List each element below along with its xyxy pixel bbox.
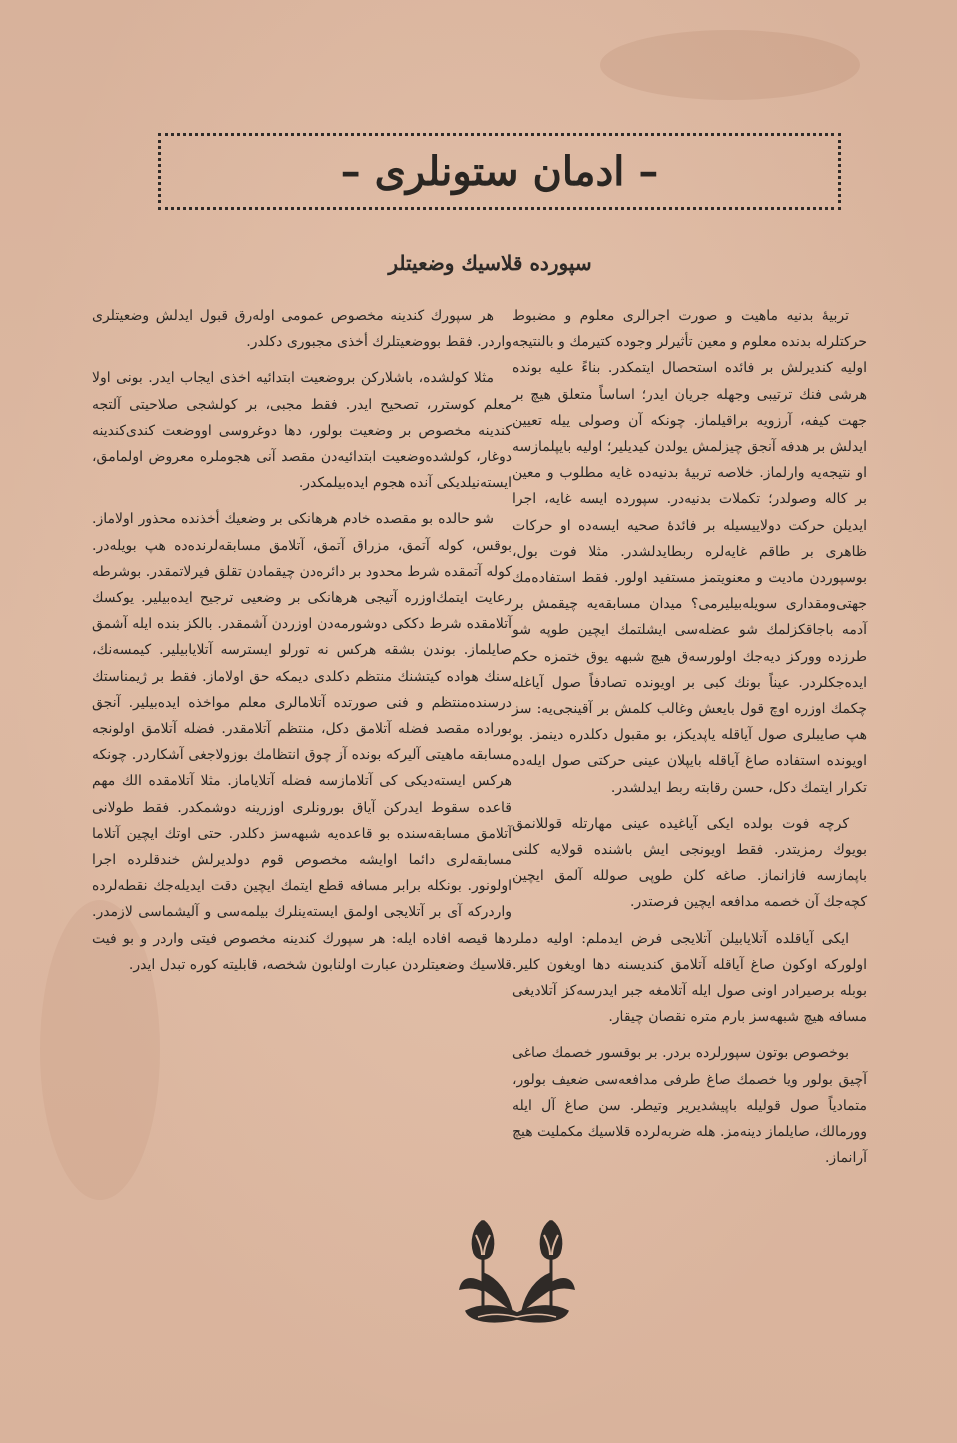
text-column-right xyxy=(512,303,867,1182)
tulip-ornament-icon xyxy=(452,1213,582,1328)
paragraph: کرچه فوت بولده ایکی آیاغیده عینی مهارتله قوللانمق بویوك رمزیتدر. فقط اویونجی ایش باشنده قولایه کلنی باپمازسه فازانماز. صاغه کلن طوپی صولله آلمق ایچین کچه‌جك آن خصمه مدافعه ایچین فرصتدر. xyxy=(512,815,867,911)
article-subtitle: سپورده قلاسیك وضعیتلر xyxy=(388,251,592,275)
paragraph: تربیهٔ بدنیه ماهیت و صورت اجرالری معلوم و مضبوط حرکتلرله بدنده معلوم و معین تأثیرلر وجوده کتیرمك و بالنتیجه اولیه کندیرلش بر فائده استحصال ایتمکدر. بناءً علیه بونده هرشی فنك ترتیبی وجهله جریان ایدر؛ اساساً متعلق هیچ بر جهت کیفه، آرزویه براقیلماز. چونکه آن وصولی ییله تعیین ایدلش بر هدفه آنجق چیزلمش یولدن کیدیلیر؛ اولیه بایپلمازسه او نتیجه‌یه وارلماز. خلاصه تربیهٔ بدنیه‌ده غایه مطلوب و معین بر کاله وصولدر؛ تکملات بدنیه‌در. سپورده ایسه غایه، اجرا ایدیلن حرکت دولاییسیله بر فائدهٔ صحیه ایسه‌ده او حرکات ظاهری بر طاقم غایه‌لره ربطایدلشدر. مثلا فوت بول، بوسپوردن مادیت و معنویتمز مستفید اولور. فقط استفاده‌مك جهتی‌ومقداری سویله‌بیلیرمی؟ میدان مسابقه‌یه چیقمش بر آدمه باجاقکزلمك شو عضله‌سی ایشلتمك ایچین طوپه شو طرزده وورکز دیه‌جك اولورسه‌ق هیچ شبهه یوق ختمزه حکم ایده‌جکلردر. عیناً بونك کبی بر اویونده تصادفاً صول آیاغله چکمك اوزره اوچ قول بایعش وغالب کلمش بر آقینجی‌یه: سز هپ صایبلری صول آیاقله یاپدیکز، بو مقبول دکلدره دینمز. بو اویونده استفاده صاغ آیاقله بایپلان عینی حرکتی صول ایله‌ده تکرار ایتمك دکل، حسن رقابته ربط ایدلشدر. xyxy=(512,308,867,796)
paragraph: بوخصوص بوتون سپورلرده بردر. بر بوقسور خصمك صاغی آچیق بولور ویا خصمك صاغ طرفی مدافعه‌سی ضعیف بولور، متمادیاً صول قولیله باپیشدیریر وتیطر. سن صاغ آل ایله وورمالك، صایلماز دینه‌مز. هله ضربه‌لرده قلاسیك مکملیت هیچ آرانماز. xyxy=(512,1045,867,1167)
header-frame xyxy=(158,133,841,210)
paragraph: مثلا کولشده، باشلارکن بروضعیت ابتدائیه اخذی ایجاب ایدر. بونی اولا معلم کوسترر، تصحیح ایدر. فقط مجبی، بر کولشجی صلاحیتی آلتجه کندینه مخصوص بر وضعیت بولور، دها دوغروسی اووضعت کندی‌کندینه دوغار، کولشده‌وضعیت ابتدائیه‌دن مقصد آنی هجوملره معروض اولمامق، ایسته‌نیلدیکی آنده هجوم ایده‌بیلمکدر. xyxy=(92,370,512,492)
paragraph: هر سپورك کندینه مخصوص عمومی اوله‌رق قبول ایدلش وضعیتلری واردر. فقط بووضعیتلرك أخذی مجبوری دکلدر. xyxy=(92,308,512,351)
paragraph: ایکی آیاقلده آتلایابیلن آتلایجی فرض ایدملم: اولیه دملر اولورکه اوکون صاغ آیاقله آتلامق کندیسنه دها اویغون کلیر. بوبله برصیرادر اونی صول ایله آتلامغه جبر ایدرسه‌کز آتلادیغی مسافه هیچ شبهه‌سز بارم متره نقصان چیقار. xyxy=(512,930,867,1026)
text-column-left xyxy=(92,303,512,988)
paper-stain xyxy=(600,30,860,100)
paragraph: شو حالده بو مقصده خادم هرهانکی بر وضعیك أخذنده محذور اولاماز. بوقس، کوله آتمق، مزراق آتمق، آتلامق مسابقه‌لرنده‌ده هپ بویله‌در. کوله آتمقده شرط محدود بر دائره‌دن چیقمادن تقلق فیرلاتمقدر. بوشرطه رعایت ایتمك‌اوزره آتیجی هرهانکی بر وضعیی ترجیح ایده‌بیلیر. یوکسك آتلامقده شرط دککی دوشورمه‌دن اوزردن آشمقدر. بالکز بنده ایله آشمق صایلماز. بوندن بشقه هرکس نه تورلو ایسترسه آتلایابیلیر. کیمسه‌نك، سنك هواده کیتشنك منتظم دکلدی دیمکه حق اولاماز. فقط بر ژیمناستك درسنده‌منتظم و فنی صورتده آتلامالری معلم مواخذه ایده‌بیلیر. آنجق بوراده مقصد فضله آتلامق دکل، منتظم آتلامقدر. فضله آتلامق اولونجه مسابقه ماهیتی آلیرکه بونده آز چوق انتظامك بوزولاجغی آشکاردر. چونکه هرکس ایسته‌دیکی کی آتلامازسه فضله آتلایاماز. مثلا آتلامقده الك مهم قاعده سقوط ایدرکن آیاق بورونلری اوزرینه دوشمکدر. فقط طولانی آتلامق مسابقه‌سنده بو قاعده‌یه شبهه‌سز دکلدر. حتی اوتك ایچین آتلاما مسابقه‌لری دائما اوایشه مخصوص قوم دولدیرلش خندقلرده اجرا اولونور. بونکله برابر مسافه قطع ایتمك ایچین دقت ایدیله‌جك نقطه‌لرده واردرکه آی بر آتلایجی اولمق ایسته‌ینلرك بیلمه‌سی و آلیشماسی لازمدر. دها قیصه افاده ایله: هر سپورك کندینه مخصوص فیتی واردر و بو فیت قلاسیك وضعیتلردن عبارت اولنابون شخصه، قابلیته کوره تبدل ایدر. xyxy=(92,511,512,973)
page-title: – ادمان ستونلری – xyxy=(340,148,659,195)
